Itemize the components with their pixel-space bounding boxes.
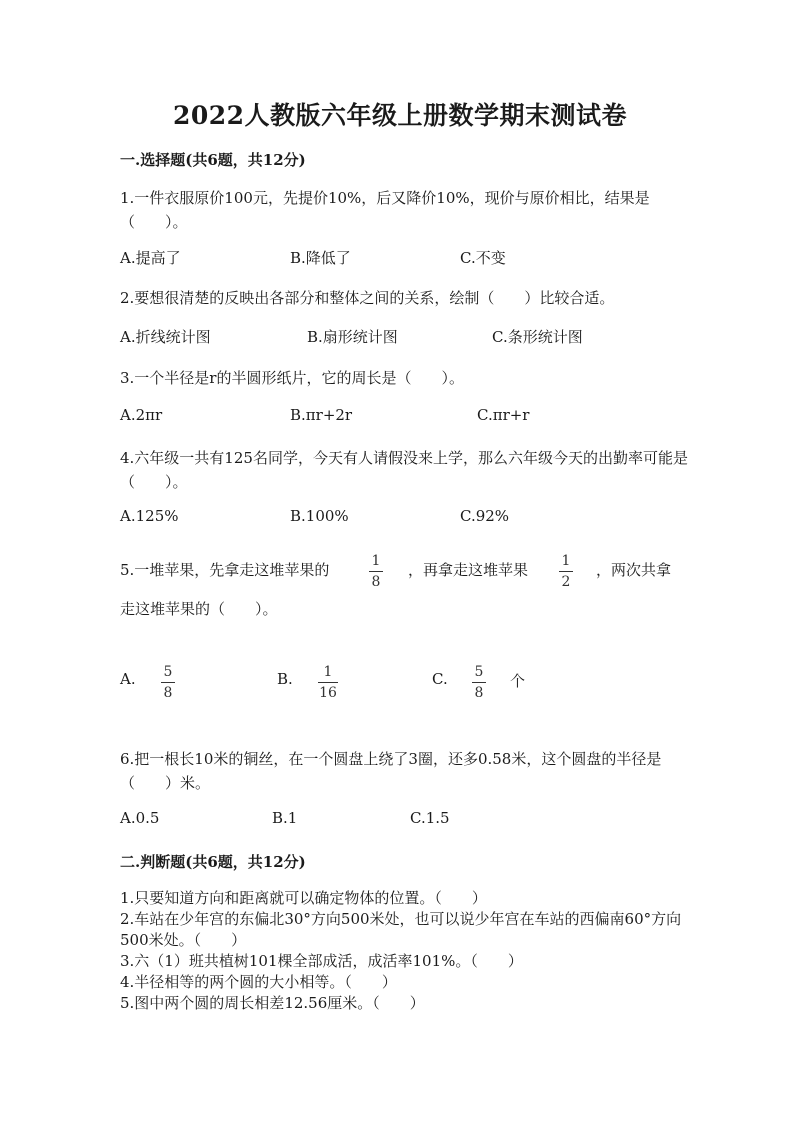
- question-5-text-3: ，两次共拿: [596, 561, 672, 579]
- question-5-text-4: 走这堆苹果的（ ）。: [120, 600, 278, 618]
- page-title: 2022人教版六年级上册数学期末测试卷: [172, 101, 628, 130]
- judgement-item: 4.半径相等的两个圆的大小相等。（ ）: [120, 973, 397, 991]
- question-2-options: [120, 326, 690, 350]
- option-a[interactable]: A.0.5: [120, 809, 160, 827]
- fraction-denominator: 8: [371, 574, 381, 590]
- option-b[interactable]: B.1: [272, 809, 298, 827]
- judgement-list: [120, 888, 700, 1014]
- judgement-item: 2.车站在少年宫的东偏北30°方向500米处，也可以说少年宫在车站的西偏南60°方向500米处。（ ）: [120, 910, 682, 949]
- option-c[interactable]: C.: [432, 670, 448, 688]
- fraction-bar: [559, 571, 573, 572]
- question-5-text-1: 5.一堆苹果，先拿走这堆苹果的: [120, 561, 330, 579]
- option-c-unit: 个: [510, 672, 526, 690]
- option-a[interactable]: A.提高了: [120, 249, 181, 267]
- option-a[interactable]: A.: [120, 670, 136, 688]
- fraction-denominator: 8: [163, 685, 173, 701]
- fraction-bar: [472, 682, 486, 683]
- fraction-bar: [318, 682, 338, 683]
- fraction-numerator: 1: [561, 553, 571, 569]
- option-c[interactable]: C.不变: [460, 249, 506, 267]
- section-heading-choice: 一.选择题(共6题，共12分): [120, 151, 306, 169]
- fraction-numerator: 1: [371, 553, 381, 569]
- question-4-options: [120, 507, 690, 531]
- option-b[interactable]: B.扇形统计图: [307, 328, 398, 346]
- question-6: 6.把一根长10米的铜丝，在一个圆盘上绕了3圈，还多0.58米，这个圆盘的半径是（ ）米。: [120, 750, 662, 792]
- option-b[interactable]: B.: [277, 670, 293, 688]
- fraction-denominator: 8: [474, 685, 484, 701]
- option-c[interactable]: C.92%: [460, 507, 510, 525]
- fraction-numerator: 5: [474, 664, 484, 680]
- option-c-fraction: [472, 664, 486, 701]
- option-b-fraction: [318, 664, 338, 701]
- option-c[interactable]: C.πr+r: [477, 406, 530, 424]
- option-a[interactable]: A.折线统计图: [120, 328, 211, 346]
- judgement-item: 5.图中两个圆的周长相差12.56厘米。（ ）: [120, 994, 425, 1012]
- fraction-one-eighth: [369, 553, 383, 590]
- question-6-options: [120, 809, 690, 833]
- fraction-numerator: 5: [163, 664, 173, 680]
- option-b[interactable]: B.降低了: [290, 249, 351, 267]
- fraction-one-half: [559, 553, 573, 590]
- option-a[interactable]: A.2πr: [120, 406, 163, 424]
- question-5-text-2: ，再拿走这堆苹果: [408, 561, 529, 579]
- question-4: 4.六年级一共有125名同学，今天有人请假没来上学，那么六年级今天的出勤率可能是（ ）。: [120, 449, 688, 491]
- question-1-options: [120, 247, 690, 271]
- section-heading-judgement: 二.判断题(共6题，共12分): [120, 853, 306, 871]
- fraction-denominator: 2: [561, 574, 571, 590]
- question-1: 1.一件衣服原价100元，先提价10%，后又降价10%，现价与原价相比，结果是（ ）。: [120, 189, 650, 231]
- question-3: 3.一个半径是r的半圆形纸片，它的周长是（ ）。: [120, 369, 464, 387]
- judgement-item: 3.六（1）班共植树101棵全部成活，成活率101%。（ ）: [120, 952, 523, 970]
- judgement-item: 1.只要知道方向和距离就可以确定物体的位置。（ ）: [120, 889, 487, 907]
- fraction-denominator: 16: [319, 685, 337, 701]
- option-c[interactable]: C.1.5: [410, 809, 450, 827]
- option-b[interactable]: B.100%: [290, 507, 349, 525]
- question-2: 2.要想很清楚的反映出各部分和整体之间的关系，绘制（ ）比较合适。: [120, 289, 615, 307]
- option-c[interactable]: C.条形统计图: [492, 328, 583, 346]
- fraction-bar: [161, 682, 175, 683]
- question-3-options: [120, 406, 690, 430]
- option-b[interactable]: B.πr+2r: [290, 406, 353, 424]
- option-a[interactable]: A.125%: [120, 507, 179, 525]
- fraction-bar: [369, 571, 383, 572]
- fraction-numerator: 1: [323, 664, 333, 680]
- option-a-fraction: [161, 664, 175, 701]
